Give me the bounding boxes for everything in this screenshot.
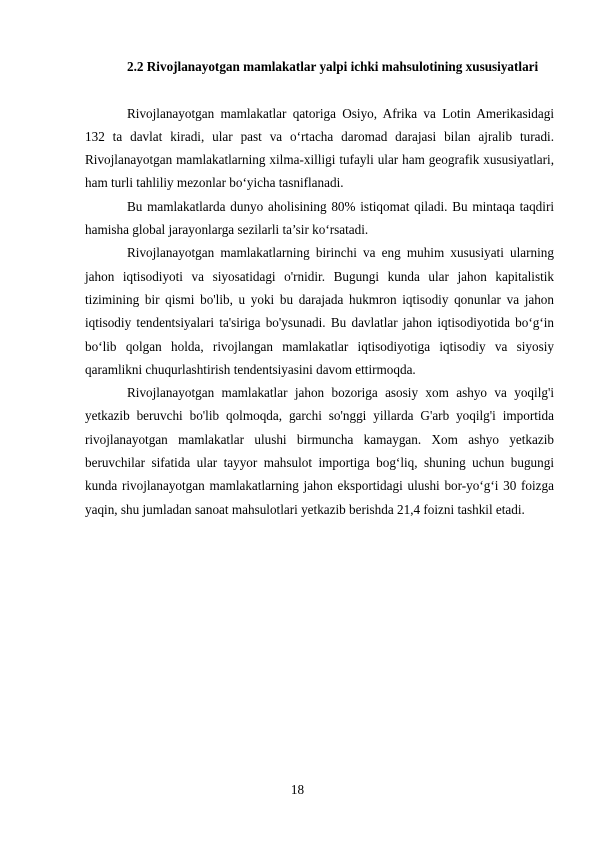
paragraph-4: Rivojlanayotgan mamlakatlar jahon bozoriga asosiy xom ashyo va yoqilg'i yetkazib beruvchi bo'lib qolmoqda, garchi so'nggi yillarda G'arb yoqilg'i importida rivojlanayotgan mamlakatlar ulushi birmuncha kamaygan. Xom ashyo yetkazib beruvchilar sifatida ular tayyor mahsulot importiga bog‘liq, shuning uchun bugungi kunda rivojlanayotgan mamlakatlarning jahon eksportidagi ulushi bor-yo‘g‘i 30 foizga yaqin, shu jumladan sanoat mahsulotlari yetkazib berishda 21,4 foizni tashkil etadi. bbox=[85, 385, 554, 517]
paragraph-1: Rivojlanayotgan mamlakatlar qatoriga Osiyo, Afrika va Lotin Amerikasidagi 132 ta davlat kiradi, ular past va o‘rtacha daromad darajasi bilan ajralib turadi. Rivojlanayotgan mamlakatlarning xilma-xilligi tufayli ular ham geografik xususiyatlari, ham turli tahliliy mezonlar bo‘yicha tasniflanadi. bbox=[85, 105, 554, 191]
page-number: 18 bbox=[290, 782, 305, 797]
text-body bbox=[85, 55, 554, 521]
paragraph-2: Bu mamlakatlarda dunyo aholisining 80% istiqomat qiladi. Bu mintaqa taqdiri hamisha global jarayonlarga sezilarli ta’sir ko‘rsatadi. bbox=[85, 198, 554, 238]
section-heading: 2.2 Rivojlanayotgan mamlakatlar yalpi ichki mahsulotining xususiyatlari bbox=[127, 59, 539, 74]
paragraph-3: Rivojlanayotgan mamlakatlarning birinchi va eng muhim xususiyati ularning jahon iqtisodiyoti va siyosatidagi o'rnidir. Bugungi kunda ular jahon kapitalistik tizimining bir qismi bo'lib, u yoki bu darajada hukmron iqtisodiy qonunlar va jahon iqtisodiy tendentsiyalari ta'siriga bo'ysunadi. Bu davlatlar jahon iqtisodiyotida bo‘g‘in bo‘lib qolgan holda, rivojlangan mamlakatlar iqtisodiyotiga iqtisodiy va siyosiy qaramlikni chuqurlashtirish tendentsiyasini davom ettirmoqda. bbox=[85, 245, 554, 377]
